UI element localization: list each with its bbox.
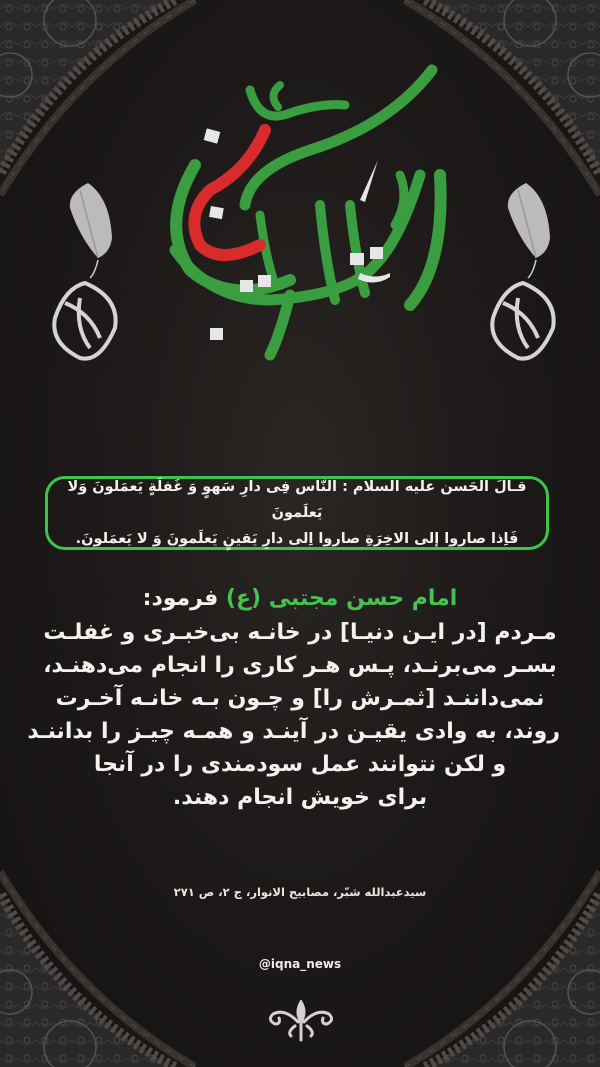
social-handle: @iqna_news	[258, 957, 342, 971]
quote-line-2: فَاِذا صاروا إلی الاخِرَةِ صاروا اِلی دارِ یَقینٍ یَعلَمونَ وَ لا یَعمَلونَ.	[75, 531, 519, 547]
calligraphy-artwork	[150, 55, 450, 365]
heading-said: فرمود:	[142, 586, 219, 611]
feather-emblem-left	[40, 178, 130, 368]
translation-line: روند، به وادی یقیـن در آینـد و همـه چیـز را بداننـد	[27, 719, 560, 744]
translation-line: مـردم [در ایـن دنیـا] در خانـه بی‌خبـری و غفلـت	[43, 620, 557, 645]
translation-line: و لکن نتوانند عمل سودمندی را در آنجا	[93, 752, 507, 777]
translation-line: برای خویش انجام دهند.	[172, 785, 428, 810]
heading-speaker: امام حسن مجتبی (ع)	[225, 586, 458, 611]
translation-line: بسـر می‌برنـد، پـس هـر کاری را انجام می‌دهنـد،	[43, 653, 557, 678]
floral-ornament-icon	[265, 1000, 337, 1042]
quote-line-1: قـالَ الحَسن علیه السلام : النّاس فِی دارِ سَهوٍ وَ غَفلَةٍ یَعمَلونَ وَلا یَعلَمونَ	[67, 479, 527, 521]
translation-heading	[40, 582, 560, 616]
source-citation: سیدعبدالله شبّر، مصابیح الانوار، ج ۲، ص ۲۷۱	[173, 885, 427, 899]
arabic-quote-box	[45, 476, 549, 550]
calligraphy-salam-icon	[150, 55, 450, 365]
translation-block	[27, 582, 560, 814]
translation-line: نمی‌داننـد [ثمـرش را] و چـون بـه خانـه آخـرت	[55, 686, 545, 711]
feather-emblem-right	[478, 178, 568, 368]
